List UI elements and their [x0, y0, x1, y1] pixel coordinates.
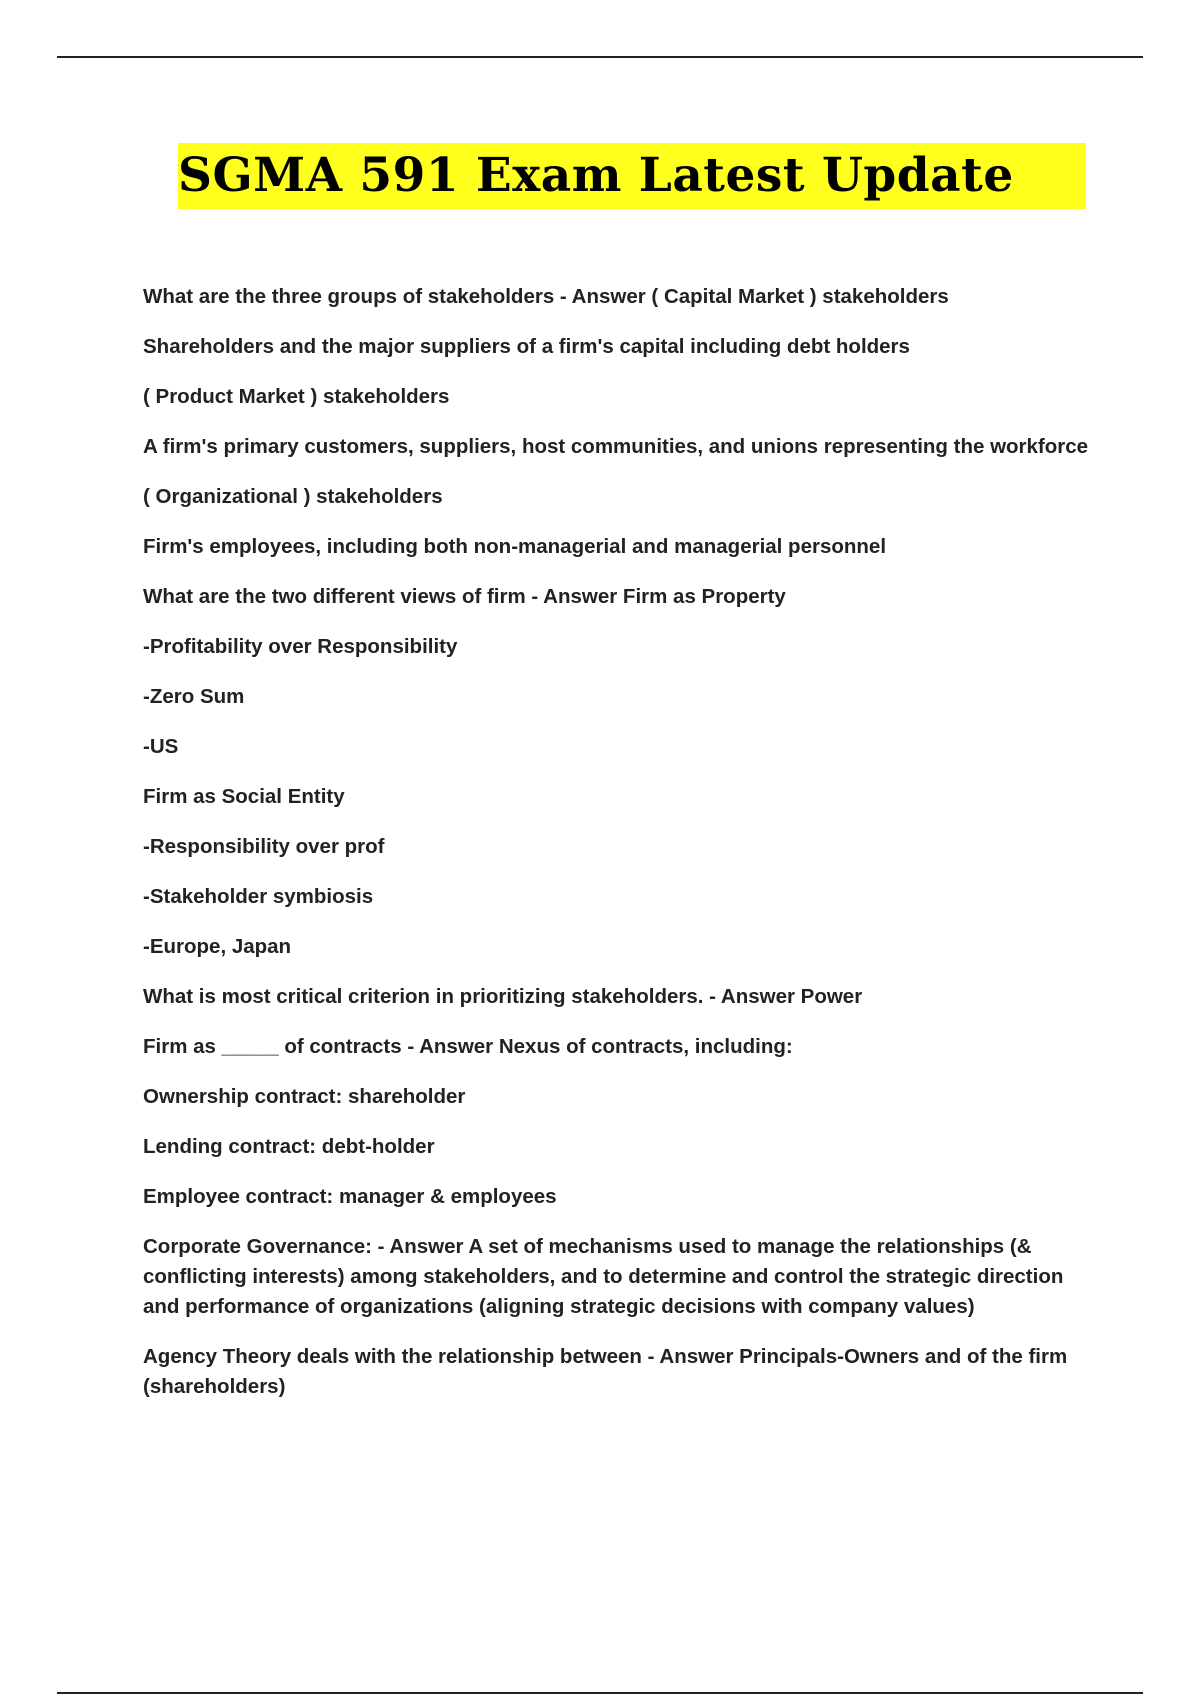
paragraph: Agency Theory deals with the relationship between - Answer Principals-Owners and of the firm (shareholders) — [143, 1345, 1068, 1398]
paragraph: Employee contract: manager & employees — [143, 1185, 557, 1208]
paragraph: Lending contract: debt-holder — [143, 1135, 435, 1158]
paragraph: -US — [143, 735, 179, 758]
paragraph: Firm as _____ of contracts - Answer Nexus of contracts, including: — [143, 1035, 793, 1058]
paragraph: Firm's employees, including both non-managerial and managerial personnel — [143, 535, 887, 558]
paragraph: -Stakeholder symbiosis — [143, 885, 374, 908]
paragraph: -Zero Sum — [143, 685, 245, 708]
paragraph: ( Product Market ) stakeholders — [143, 385, 450, 408]
paragraph: Shareholders and the major suppliers of a firm's capital including debt holders — [143, 335, 910, 358]
paragraph: What are the three groups of stakeholders - Answer ( Capital Market ) stakeholders — [143, 285, 949, 308]
paragraph: What are the two different views of firm - Answer Firm as Property — [143, 585, 786, 608]
bottom-divider — [57, 1692, 1143, 1694]
paragraph: ( Organizational ) stakeholders — [143, 485, 443, 508]
paragraph: -Responsibility over prof — [143, 835, 385, 858]
paragraph: -Europe, Japan — [143, 935, 292, 958]
paragraph: A firm's primary customers, suppliers, host communities, and unions representing the workforce — [143, 435, 1089, 458]
top-divider — [57, 56, 1143, 58]
paragraph: What is most critical criterion in prioritizing stakeholders. - Answer Power — [143, 985, 863, 1008]
page-title: SGMA 591 Exam Latest Update — [178, 148, 1014, 203]
paragraph: Ownership contract: shareholder — [143, 1085, 466, 1108]
document-body — [143, 282, 1098, 1422]
paragraph: -Profitability over Responsibility — [143, 635, 458, 658]
paragraph: Firm as Social Entity — [143, 785, 345, 808]
paragraph: Corporate Governance: - Answer A set of mechanisms used to manage the relationships (& conflicting interests) among stakeholders, and to determine and control the strategic direction and performance of organizations (aligning strategic decisions with company values) — [143, 1235, 1064, 1318]
